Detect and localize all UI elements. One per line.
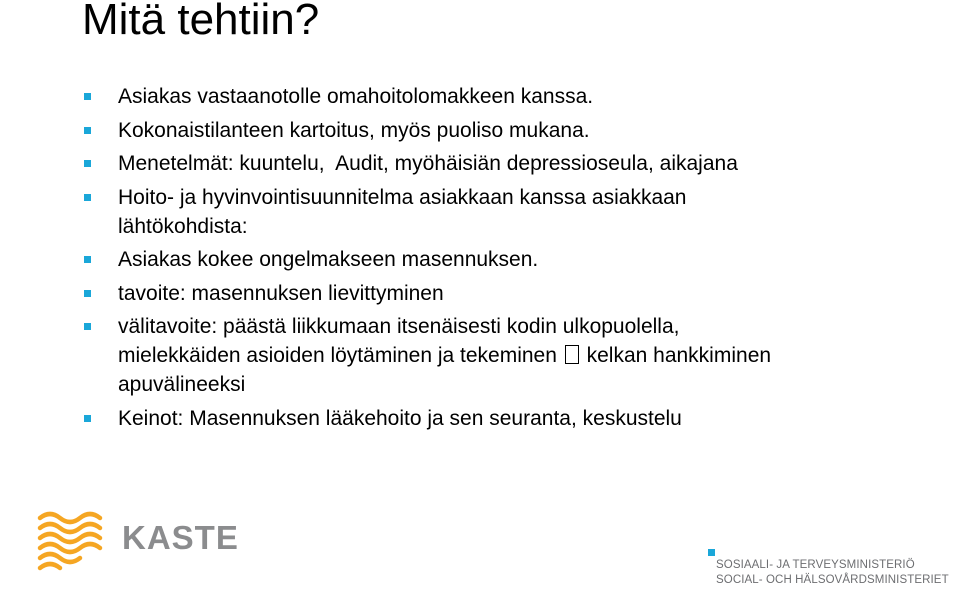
bullet-text-continued: lähtökohdista: [118,214,248,238]
square-bullet-icon [84,127,91,134]
bullet-item [82,149,942,178]
bullet-item [82,116,942,145]
slide-title: Mitä tehtiin? [82,0,320,44]
ministry-name-finnish: SOSIAALI- JA TERVEYSMINISTERIÖ [716,559,915,571]
bullet-text: Asiakas vastaanotolle omahoitolomakkeen kanssa. [118,85,594,108]
bullet-text: Asiakas kokee ongelmakseen masennuksen. [118,248,539,271]
missing-glyph-icon [565,345,579,364]
bullet-text: Hoito- ja hyvinvointisuunnitelma asiakkaan kanssa asiakkaan [118,185,687,209]
ministry-name-swedish: SOCIAL- OCH HÄLSOVÅRDSMINISTERIET [716,574,949,586]
bullet-text-part: mielekkäiden asioiden löytäminen ja tekeminen [118,344,557,367]
bullet-text: Menetelmät: kuuntelu, Audit, myöhäisiän depressioseula, aikajana [118,152,738,175]
ministry-dot-icon [708,549,715,556]
bullet-list [82,82,942,437]
bullet-item [82,404,942,433]
square-bullet-icon [84,160,91,167]
bullet-text: tavoite: masennuksen lievittyminen [118,281,444,305]
bullet-item [82,312,942,399]
bullet-item [82,279,942,308]
bullet-text-continued: apuvälineeksi [118,373,246,396]
kaste-logo-text: KASTE [122,519,239,556]
bullet-text: Keinot: Masennuksen lääkehoito ja sen seuranta, keskustelu [118,406,682,430]
bullet-text-continued [118,341,942,370]
bullet-item [82,183,942,241]
bullet-text-part: kelkan hankkiminen [586,344,772,367]
square-bullet-icon [84,194,91,201]
square-bullet-icon [84,323,91,330]
bullet-text: välitavoite: päästä liikkumaan itsenäisesti kodin ulkopuolella, [118,315,680,338]
bullet-item [82,245,942,274]
bullet-item [82,82,942,111]
ministry-logo [708,545,948,595]
square-bullet-icon [84,415,91,422]
square-bullet-icon [84,256,91,263]
kaste-logo [36,508,239,578]
square-bullet-icon [84,290,91,297]
square-bullet-icon [84,93,91,100]
kaste-waves-icon [36,508,118,574]
bullet-text: Kokonaistilanteen kartoitus, myös puoliso mukana. [118,118,590,142]
